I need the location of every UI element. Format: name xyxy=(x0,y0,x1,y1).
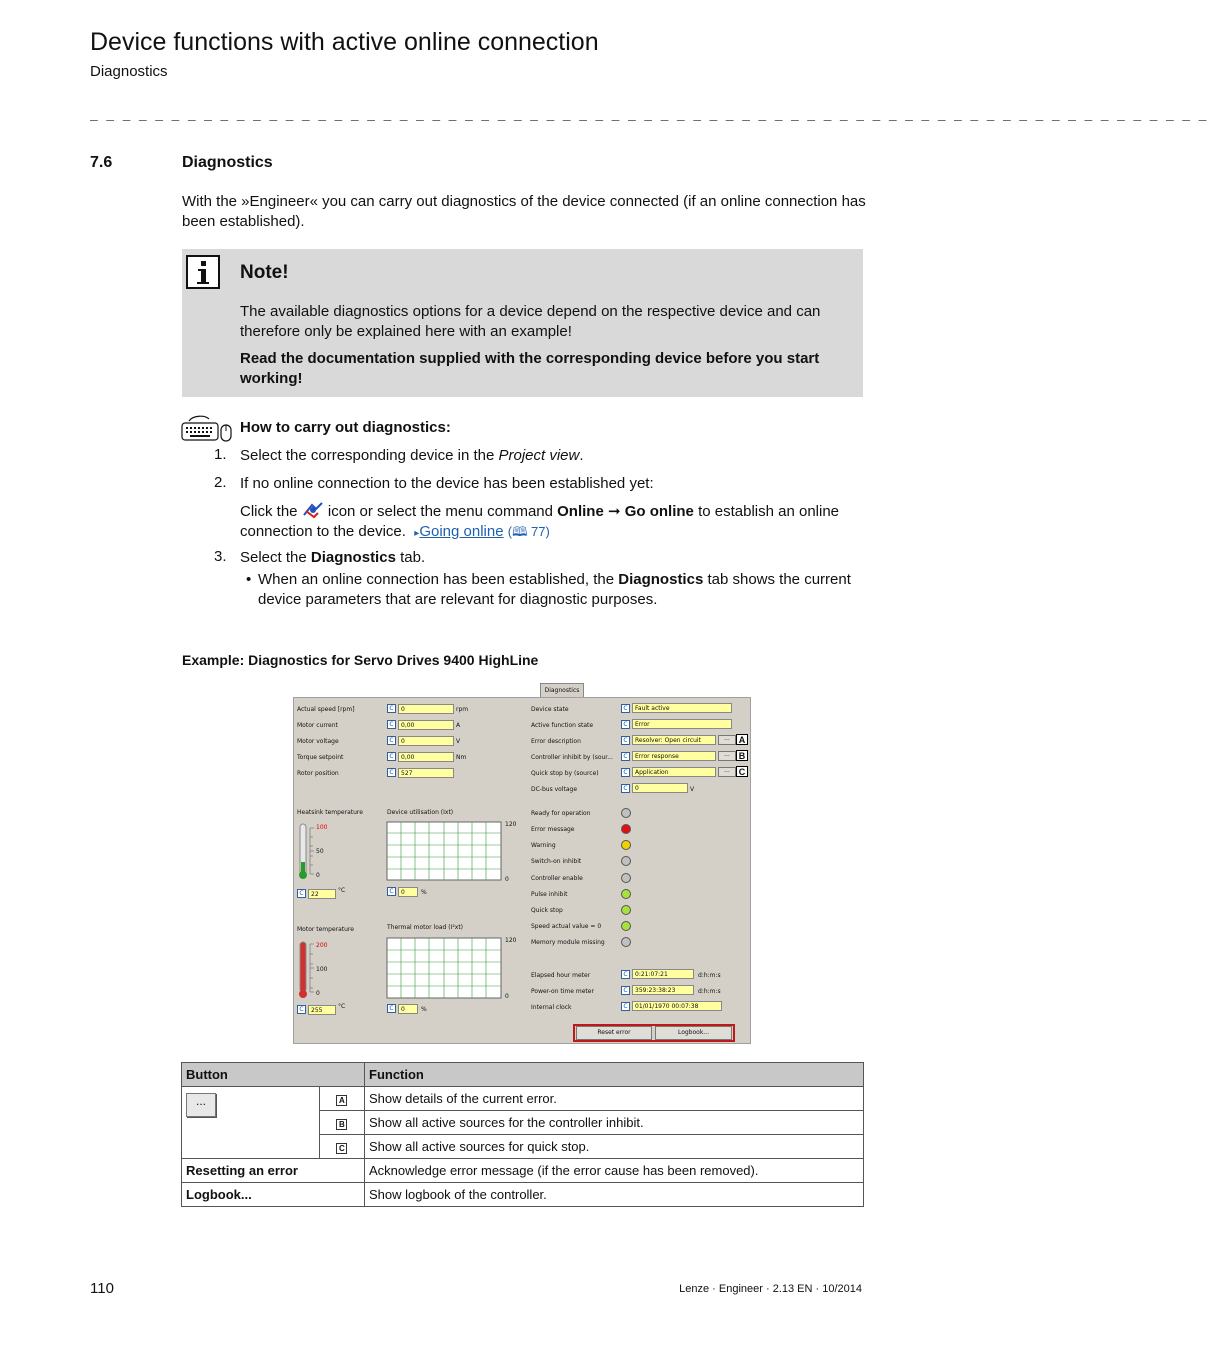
heatsink-label: Heatsink temperature xyxy=(297,809,363,816)
intro-paragraph: With the »Engineer« you can carry out diagnostics of the device connected (if an online connection has been established). xyxy=(182,193,866,230)
led-label: Quick stop xyxy=(531,907,563,914)
utilisation-grid xyxy=(387,822,503,882)
status-value: Error response xyxy=(632,751,716,761)
c-icon[interactable]: C xyxy=(387,887,396,896)
marker-b: B xyxy=(736,750,748,761)
dots-button[interactable]: ... xyxy=(186,1093,216,1117)
thermal-value: 0 xyxy=(398,1004,418,1014)
time-label: Internal clock xyxy=(531,1004,572,1011)
utilisation-min: 0 xyxy=(505,876,509,883)
led-label: Ready for operation xyxy=(531,810,591,817)
led-label: Pulse inhibit xyxy=(531,891,568,898)
thermal-label: Thermal motor load (I²xt) xyxy=(387,924,464,931)
c-icon[interactable]: C xyxy=(621,970,630,979)
led-speed-zero xyxy=(621,921,631,931)
c-icon[interactable]: C xyxy=(621,736,630,745)
c-icon[interactable]: C xyxy=(387,704,396,713)
step-3-text: Select the Diagnostics tab. xyxy=(240,549,426,566)
status-label: Quick stop by (source) xyxy=(531,770,599,777)
motortemp-mid: 100 xyxy=(316,966,328,973)
logbook-button[interactable]: Logbook... xyxy=(655,1026,732,1040)
led-controller-enable xyxy=(621,873,631,883)
note-warning-text: Read the documentation supplied with the corresponding device before you start working! xyxy=(240,350,820,387)
time-value: 359:23:38:23 xyxy=(632,985,694,995)
time-value: 01/01/1970 00:07:38 xyxy=(632,1001,722,1011)
status-value: Resolver: Open circuit xyxy=(632,735,716,745)
led-label: Switch-on inhibit xyxy=(531,858,582,865)
status-label: Error description xyxy=(531,738,581,745)
motortemp-max: 200 xyxy=(316,942,328,949)
thermal-grid xyxy=(387,938,503,1000)
thermal-min: 0 xyxy=(505,993,509,1000)
motortemp-unit: °C xyxy=(338,1003,346,1010)
footer-doc-info: Lenze · Engineer · 2.13 EN · 10/2014 xyxy=(679,1283,862,1295)
status-value: Error xyxy=(632,719,732,729)
table-header-function: Function xyxy=(365,1063,864,1087)
inhibit-sources-button[interactable]: ... xyxy=(718,751,736,761)
c-icon[interactable]: C xyxy=(621,1002,630,1011)
diagnostics-screenshot xyxy=(293,697,751,1044)
section-number: 7.6 xyxy=(90,154,113,171)
example-title: Example: Diagnostics for Servo Drives 9400 HighLine xyxy=(182,652,539,668)
utilisation-unit: % xyxy=(421,889,427,896)
motortemp-label: Motor temperature xyxy=(297,926,354,933)
tab-diagnostics[interactable]: Diagnostics xyxy=(540,683,584,699)
c-icon[interactable]: C xyxy=(621,768,630,777)
led-error xyxy=(621,824,631,834)
heatsink-min: 0 xyxy=(316,872,320,879)
utilisation-max: 120 xyxy=(505,821,517,828)
time-label: Elapsed hour meter xyxy=(531,972,591,979)
time-unit: d:h:m:s xyxy=(698,988,721,995)
led-label: Memory module missing xyxy=(531,939,605,946)
quickstop-sources-button[interactable]: ... xyxy=(718,767,736,777)
button-cell: Logbook... xyxy=(182,1183,365,1207)
c-icon[interactable]: C xyxy=(387,768,396,777)
param-value: 0 xyxy=(398,704,454,714)
param-unit: A xyxy=(456,722,461,729)
note-text: The available diagnostics options for a device depend on the respective device and can therefore only be explained here with an example! xyxy=(240,303,821,340)
button-cell: Resetting an error xyxy=(182,1159,365,1183)
table-row xyxy=(182,1183,864,1207)
section-title: Diagnostics xyxy=(182,154,273,171)
led-pulse-inhibit xyxy=(621,889,631,899)
heatsink-value: 22 xyxy=(308,889,336,899)
page-number: 110 xyxy=(90,1280,114,1297)
function-cell: Show all active sources for quick stop. xyxy=(365,1135,864,1159)
step-3-bullet: When an online connection has been established, the Diagnostics tab shows the current device parameters that are relevant for diagnostic purposes. xyxy=(258,571,851,608)
thermal-max: 120 xyxy=(505,937,517,944)
time-unit: d:h:m:s xyxy=(698,972,721,979)
info-icon xyxy=(186,255,220,289)
link-arrow-icon: ▸ xyxy=(414,527,420,539)
motortemp-value: 255 xyxy=(308,1005,336,1015)
step-2-text: If no online connection to the device has been established yet: xyxy=(240,475,654,492)
step-2-detail: Click the icon or select the menu command Online ➞ Go online to establish an online connection to the device. ▸Going online (🕮 77) xyxy=(240,503,840,540)
led-memory-module xyxy=(621,937,631,947)
time-label: Power-on time meter xyxy=(531,988,594,995)
c-icon[interactable]: C xyxy=(297,1005,306,1014)
heatsink-unit: °C xyxy=(338,887,346,894)
c-icon[interactable]: C xyxy=(387,736,396,745)
page-header-title: Device functions with active online connection xyxy=(90,28,599,56)
led-ready xyxy=(621,808,631,818)
c-icon[interactable]: C xyxy=(621,986,630,995)
details-button[interactable]: ... xyxy=(718,735,736,745)
param-unit: V xyxy=(456,738,461,745)
heatsink-max: 100 xyxy=(316,824,328,831)
function-cell: Show details of the current error. xyxy=(365,1087,864,1111)
status-label: Active function state xyxy=(531,722,594,729)
param-label: Motor current xyxy=(297,722,338,729)
keyboard-mouse-icon xyxy=(181,413,233,443)
time-value: 0:21:07:21 xyxy=(632,969,694,979)
page-header-subtitle: Diagnostics xyxy=(90,63,168,80)
param-label: Rotor position xyxy=(297,770,339,777)
going-online-link[interactable]: Going online xyxy=(419,522,504,540)
step-1-text: Select the corresponding device in the Project view. xyxy=(240,447,584,464)
motortemp-min: 0 xyxy=(316,990,320,997)
param-value: 0 xyxy=(398,736,454,746)
go-online-icon xyxy=(302,501,324,519)
marker-a-icon: A xyxy=(336,1095,347,1106)
table-row xyxy=(182,1087,864,1111)
param-value: 0,00 xyxy=(398,752,454,762)
c-icon[interactable]: C xyxy=(387,720,396,729)
reset-error-button[interactable]: Reset error xyxy=(576,1026,652,1040)
param-label: Torque setpoint xyxy=(297,754,344,761)
param-value: 0,00 xyxy=(398,720,454,730)
function-cell: Acknowledge error message (if the error cause has been removed). xyxy=(365,1159,864,1183)
c-icon[interactable]: C xyxy=(621,720,630,729)
heatsink-mid: 50 xyxy=(316,848,324,855)
param-label: Actual speed [rpm] xyxy=(297,706,355,713)
c-icon[interactable]: C xyxy=(387,752,396,761)
function-cell: Show all active sources for the controller inhibit. xyxy=(365,1111,864,1135)
led-label: Speed actual value = 0 xyxy=(531,923,602,930)
header-divider: _ _ _ _ _ _ _ _ _ _ _ _ _ _ _ _ _ _ _ _ _ _ _ _ _ _ _ _ _ _ _ _ _ _ _ _ _ _ _ _ _ _ _ _ _ _ _ _ _ _ _ _ _ _ _ _ _ _ _ _ _ _ _ _ _ _ _ _ _ xyxy=(90,108,1207,123)
utilisation-label: Device utilisation (Ixt) xyxy=(387,809,454,816)
status-label: Device state xyxy=(531,706,569,713)
status-value: Fault active xyxy=(632,703,732,713)
marker-c: C xyxy=(736,766,748,777)
note-title: Note! xyxy=(240,262,289,283)
status-label: DC-bus voltage xyxy=(531,786,578,793)
table-header-button: Button xyxy=(182,1063,365,1087)
status-label: Controller inhibit by (sour... xyxy=(531,754,613,761)
table-row xyxy=(182,1159,864,1183)
marker-c-icon: C xyxy=(336,1143,347,1154)
step-number: 2. xyxy=(214,474,227,491)
led-label: Warning xyxy=(531,842,556,849)
c-icon[interactable]: C xyxy=(621,752,630,761)
c-icon[interactable]: C xyxy=(621,784,630,793)
led-warning xyxy=(621,840,631,850)
marker-b-icon: B xyxy=(336,1119,347,1130)
param-value: 527 xyxy=(398,768,454,778)
page-reference[interactable]: (🕮 77) xyxy=(507,523,550,539)
marker-a: A xyxy=(736,734,748,745)
thermal-unit: % xyxy=(421,1006,427,1013)
utilisation-value: 0 xyxy=(398,887,418,897)
bullet-icon: • xyxy=(246,571,252,588)
param-label: Motor voltage xyxy=(297,738,339,745)
howto-title: How to carry out diagnostics: xyxy=(240,419,451,436)
step-number: 3. xyxy=(214,548,227,565)
status-value: Application xyxy=(632,767,716,777)
step-number: 1. xyxy=(214,446,227,463)
status-value: 0 xyxy=(632,783,688,793)
led-quick-stop xyxy=(621,905,631,915)
status-unit: V xyxy=(690,786,695,793)
led-switch-on-inhibit xyxy=(621,856,631,866)
param-unit: rpm xyxy=(456,706,469,713)
c-icon[interactable]: C xyxy=(621,704,630,713)
param-unit: Nm xyxy=(456,754,467,761)
button-function-table xyxy=(181,1062,864,1207)
c-icon[interactable]: C xyxy=(297,889,306,898)
c-icon[interactable]: C xyxy=(387,1004,396,1013)
function-cell: Show logbook of the controller. xyxy=(365,1183,864,1207)
led-label: Error message xyxy=(531,826,575,833)
led-label: Controller enable xyxy=(531,875,583,882)
